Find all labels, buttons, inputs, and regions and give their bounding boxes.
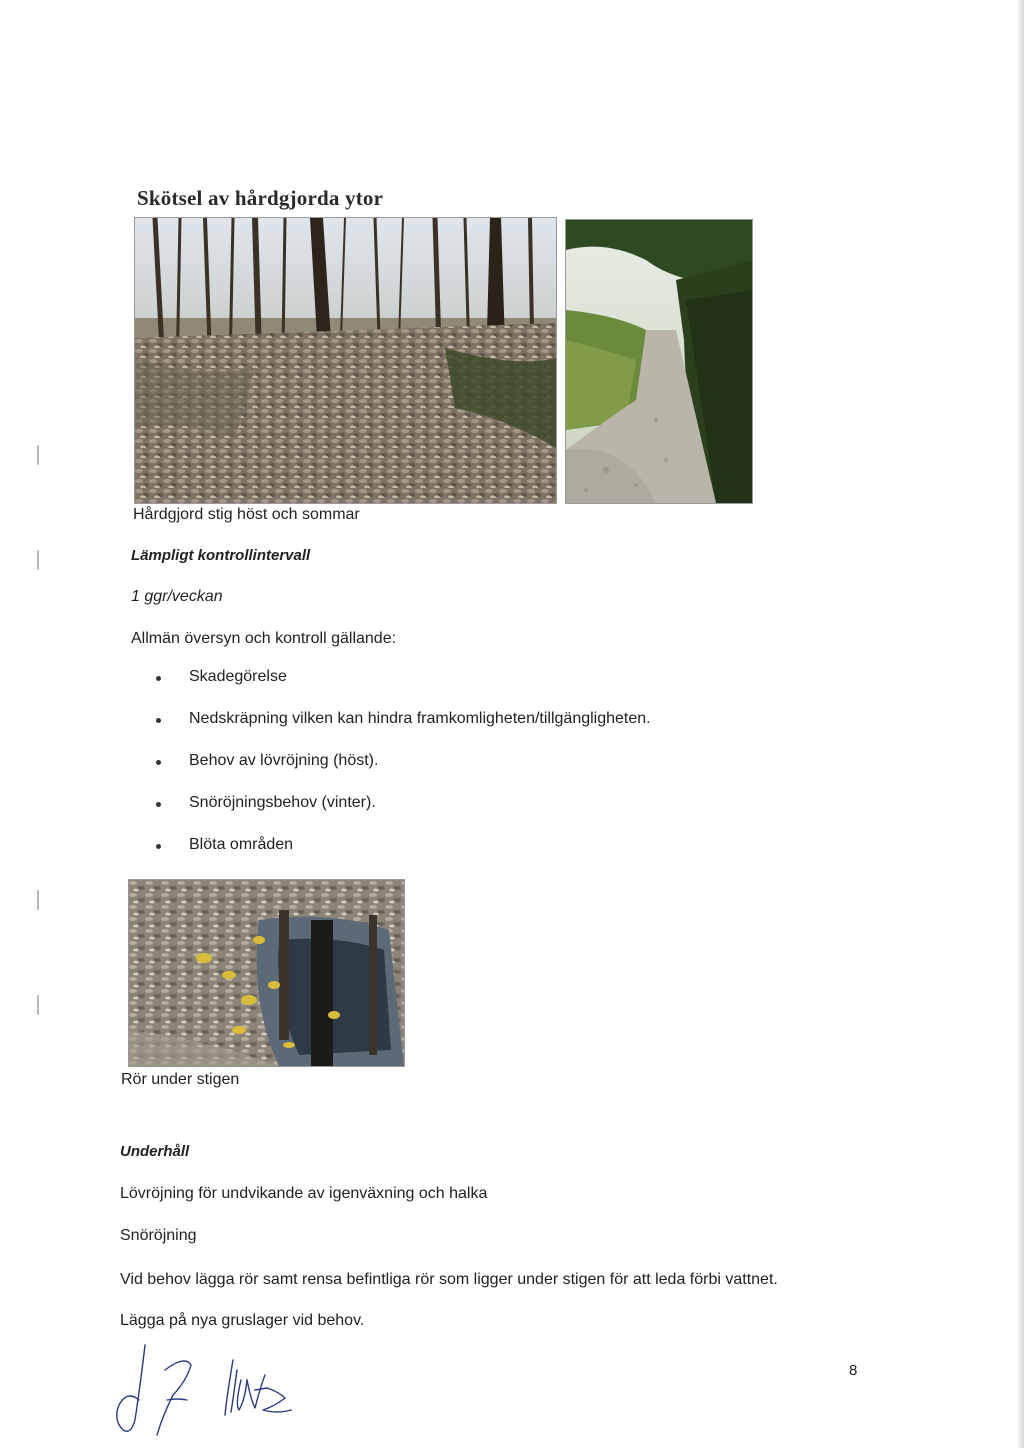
maintenance-line: Lägga på nya gruslager vid behov. (120, 1312, 365, 1329)
list-item (156, 836, 651, 878)
page-number: 8 (849, 1362, 858, 1379)
bullet-icon (156, 802, 161, 807)
scan-margin-mark (37, 995, 39, 1015)
page-edge (1018, 0, 1024, 1448)
inspection-interval: 1 ggr/veckan (131, 588, 223, 605)
bullet-icon (156, 718, 161, 723)
list-item-text: Skadegörelse (189, 668, 287, 685)
inspection-checklist (156, 668, 651, 878)
photo-autumn-path (134, 217, 557, 504)
scan-margin-mark (37, 890, 39, 910)
list-item-text: Behov av lövröjning (höst). (189, 752, 379, 769)
photo-pipe-under-path (128, 879, 405, 1067)
photo-caption-bottom: Rör under stigen (121, 1071, 240, 1088)
handwritten-signature (105, 1340, 305, 1445)
scan-margin-mark (37, 445, 39, 465)
list-item (156, 710, 651, 752)
photo-caption-top: Hårdgjord stig höst och sommar (133, 506, 360, 523)
page-title: Skötsel av hårdgjorda ytor (137, 186, 384, 210)
list-item-text: Snöröjningsbehov (vinter). (189, 794, 376, 811)
list-item-text: Blöta områden (189, 836, 294, 853)
maintenance-line: Vid behov lägga rör samt rensa befintliga rör som ligger under stigen för att leda förbi vattnet. (120, 1271, 778, 1288)
maintenance-line: Lövröjning för undvikande av igenväxning och halka (120, 1185, 488, 1202)
bullet-icon (156, 760, 161, 765)
list-item (156, 668, 651, 710)
bullet-icon (156, 844, 161, 849)
maintenance-heading: Underhåll (120, 1143, 190, 1160)
inspection-heading: Lämpligt kontrollintervall (131, 547, 311, 564)
list-item-text: Nedskräpning vilken kan hindra framkomligheten/tillgängligheten. (189, 710, 651, 727)
list-item (156, 794, 651, 836)
maintenance-line: Snöröjning (120, 1227, 197, 1244)
bullet-icon (156, 676, 161, 681)
photo-summer-path (565, 219, 753, 504)
inspection-intro: Allmän översyn och kontroll gällande: (131, 630, 397, 647)
list-item (156, 752, 651, 794)
scan-margin-mark (37, 550, 39, 570)
